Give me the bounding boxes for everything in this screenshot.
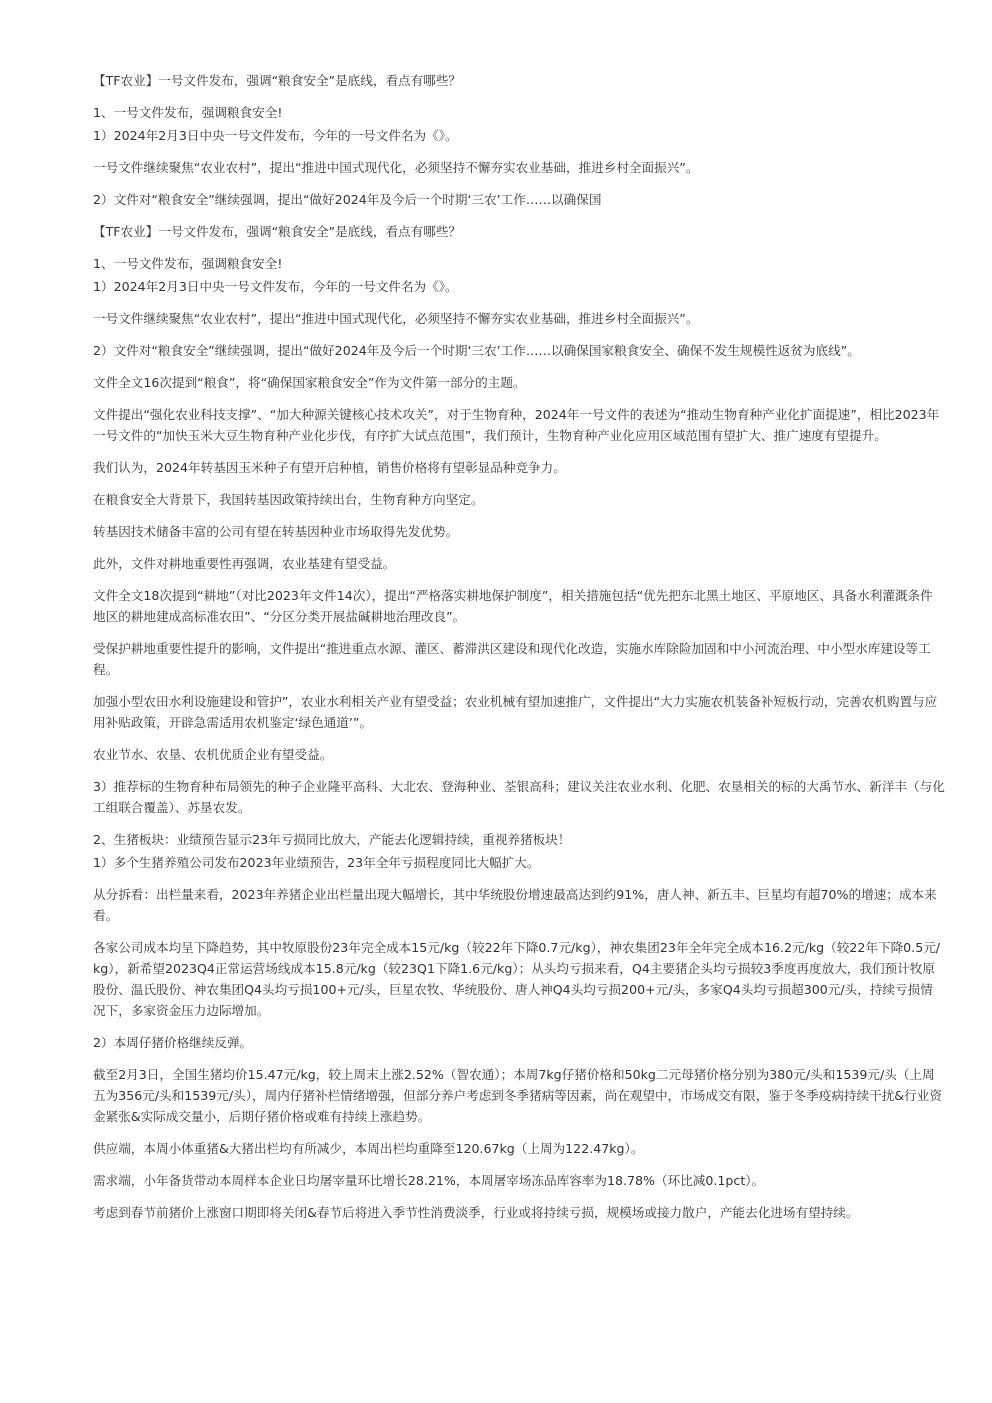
paragraph: 1）多个生猪养殖公司发布2023年业绩预告，23年全年亏损程度同比大幅扩大。 — [93, 855, 540, 870]
paragraph: 文件提出“强化农业科技支撑”、“加大种源关键核心技术攻关”，对于生物育种，2024年一号文件的表述为“推动生物育种产业化扩面提速”，相比2023年一号文件的“加快玉米大豆生物育种产业化步伐，有序扩大试点范围”，我们预计，生物育种产业化应用区域范围有望扩大、推广速度有望提升。 — [93, 407, 940, 443]
doc-title: 【TF农业】一号文件发布，强调“粮食安全”是底线，看点有哪些？ — [93, 73, 462, 88]
paragraph: 考虑到春节前猪价上涨窗口期即将关闭&春节后将进入季节性消费淡季，行业或将持续亏损，规模场或接力散户，产能去化进场有望持续。 — [93, 1205, 859, 1220]
paragraph: 1）2024年2月3日中央一号文件发布，今年的一号文件名为《》。 — [93, 128, 458, 143]
paragraph: 此外，文件对耕地重要性再强调，农业基建有望受益。 — [93, 556, 396, 571]
paragraph: 我们认为，2024年转基因玉米种子有望开启种植，销售价格将有望彰显品种竞争力。 — [93, 460, 566, 475]
paragraph: 在粮食安全大背景下，我国转基因政策持续出台，生物育种方向坚定。 — [93, 492, 484, 507]
paragraph: 截至2月3日，全国生猪均价15.47元/kg，较上周末上涨2.52%（智农通）；本周7kg仔猪价格和50kg二元母猪价格分别为380元/头和1539元/头（上周五为356元/头和1539元/头），周内仔猪补栏情绪增强，但部分养户考虑到冬季猪病等因素，尚在观望中，市场成交有限，鉴于冬季疫病持续干扰&行业资金紧张&实际成交量小，后期仔猪价格或难有持续上涨趋势。 — [93, 1067, 942, 1124]
section-heading: 1、一号文件发布，强调粮食安全! — [93, 105, 283, 120]
paragraph: 受保护耕地重要性提升的影响，文件提出“推进重点水源、灌区、蓄滞洪区建设和现代化改造，实施水库除险加固和中小河流治理、中小型水库建设等工程。 — [93, 641, 931, 677]
paragraph: 加强小型农田水利设施建设和管护”，农业水利相关产业有望受益；农业机械有望加速推广，文件提出“大力实施农机装备补短板行动，完善农机购置与应用补贴政策，开辟急需适用农机鉴定‘绿色通道’”。 — [93, 694, 938, 730]
document-body — [93, 70, 945, 1234]
paragraph: 各家公司成本均呈下降趋势，其中牧原股份23年完全成本15元/kg（较22年下降0.7元/kg），神农集团23年全年完全成本16.2元/kg（较22年下降0.5元/kg），新希望2023Q4正常运营场线成本15.8元/kg（较23Q1下降1.6元/kg）；从头均亏损来看，Q4主要猪企头均亏损较3季度再度放大，我们预计牧原股份、温氏股份、神农集团Q4头均亏损100+元/头，巨星农牧、华统股份、唐人神Q4头均亏损200+元/头，多家Q4头均亏损超300元/头，持续亏损情况下，多家资金压力边际增加。 — [93, 940, 941, 1018]
paragraph: 从分拆看：出栏量来看，2023年养猪企业出栏量出现大幅增长，其中华统股份增速最高达到约91%，唐人神、新五丰、巨星均有超70%的增速；成本来看。 — [93, 887, 937, 923]
paragraph: 2）文件对“粮食安全”继续强调，提出“做好2024年及今后一个时期‘三农’工作……以确保国家粮食安全、确保不发生规模性返贫为底线”。 — [93, 343, 860, 358]
paragraph: 一号文件继续聚焦“农业农村”，提出“推进中国式现代化，必须坚持不懈夯实农业基础，推进乡村全面振兴”。 — [93, 311, 699, 326]
paragraph: 3）推荐标的生物育种布局领先的种子企业隆平高科、大北农、登海种业、荃银高科；建议关注农业水利、化肥、农垦相关的标的大禹节水、新洋丰（与化工组联合覆盖）、苏垦农发。 — [93, 779, 945, 815]
paragraph: 2）文件对“粮食安全”继续强调，提出“做好2024年及今后一个时期‘三农’工作……以确保国 — [93, 192, 602, 207]
paragraph: 需求端，小年备货带动本周样本企业日均屠宰量环比增长28.21%，本周屠宰场冻品库容率为18.78%（环比减0.1pct）。 — [93, 1173, 765, 1188]
section-heading: 1、一号文件发布，强调粮食安全! — [93, 256, 283, 271]
paragraph: 文件全文18次提到“耕地”（对比2023年文件14次），提出“严格落实耕地保护制度”，相关措施包括“优先把东北黑土地区、平原地区、具备水利灌溉条件地区的耕地建成高标准农田”、“分区分类开展盐碱耕地治理改良”。 — [93, 588, 933, 624]
paragraph: 转基因技术储备丰富的公司有望在转基因种业市场取得先发优势。 — [93, 524, 459, 539]
paragraph: 一号文件继续聚焦“农业农村”，提出“推进中国式现代化，必须坚持不懈夯实农业基础，推进乡村全面振兴”。 — [93, 160, 699, 175]
paragraph: 农业节水、农垦、农机优质企业有望受益。 — [93, 747, 333, 762]
section-heading: 2、生猪板块：业绩预告显示23年亏损同比放大，产能去化逻辑持续，重视养猪板块！ — [93, 832, 571, 847]
paragraph: 供应端，本周小体重猪&大猪出栏均有所减少，本周出栏均重降至120.67kg（上周为122.47kg）。 — [93, 1141, 644, 1156]
paragraph: 文件全文16次提到“粮食”，将“确保国家粮食安全”作为文件第一部分的主题。 — [93, 375, 526, 390]
paragraph: 1）2024年2月3日中央一号文件发布，今年的一号文件名为《》。 — [93, 279, 458, 294]
doc-title-repeat: 【TF农业】一号文件发布，强调“粮食安全”是底线，看点有哪些？ — [93, 224, 462, 239]
paragraph: 2）本周仔猪价格继续反弹。 — [93, 1035, 253, 1050]
